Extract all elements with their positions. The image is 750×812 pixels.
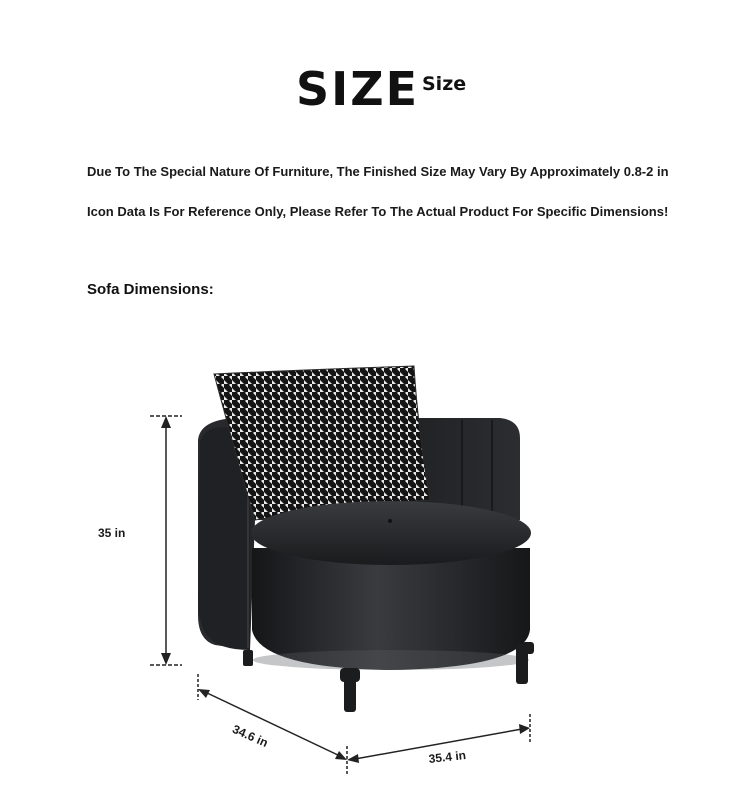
page-subtitle: Size (422, 73, 467, 95)
height-dimension-line (150, 416, 182, 665)
width-label: 35.4 in (428, 748, 467, 766)
size-variance-note: Due To The Special Nature Of Furniture, The Finished Size May Vary By Approximately 0.8-2 in (87, 164, 669, 179)
depth-dimension-line (198, 674, 347, 774)
sofa-seat-top (251, 501, 531, 565)
reference-note: Icon Data Is For Reference Only, Please Refer To The Actual Product For Specific Dimensions! (87, 204, 669, 219)
sofa-dimensions-heading: Sofa Dimensions: (87, 281, 214, 298)
depth-label: 34.6 in (230, 722, 271, 750)
page-title: SIZE (296, 62, 420, 116)
height-label: 35 in (98, 526, 126, 540)
